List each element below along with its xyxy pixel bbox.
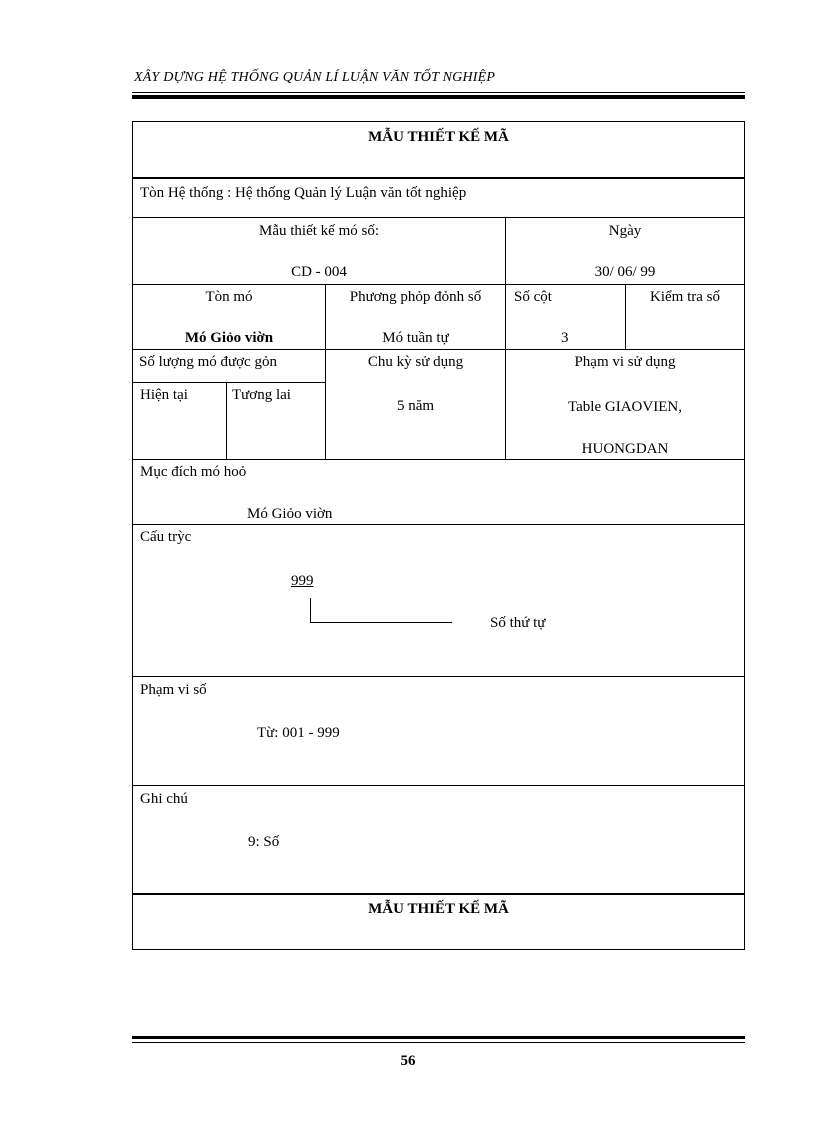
page-number: 56 [400, 1053, 416, 1069]
code-design-form [132, 121, 745, 950]
header-rule-thin [132, 92, 745, 93]
current-label: Hiện tại [140, 387, 188, 403]
range-value: Từ: 001 - 999 [257, 725, 340, 741]
columns-label: Số cột [514, 289, 552, 305]
divider [133, 284, 744, 285]
check-label: Kiểm tra số [650, 289, 720, 305]
divider [133, 893, 744, 895]
divider [133, 459, 744, 460]
divider [133, 349, 744, 350]
scope-label: Phạm vi sử dụng [574, 354, 676, 370]
divider [133, 382, 325, 383]
divider [133, 524, 744, 525]
divider [325, 284, 326, 459]
footer-rule-thin [132, 1042, 745, 1043]
design-no-label: Mẫu thiết kế mó số: [259, 223, 379, 239]
purpose-value: Mó Giỏo viờn [247, 506, 333, 522]
divider [226, 382, 227, 459]
note-value: 9: Số [248, 834, 280, 850]
footer-rule-thick [132, 1036, 745, 1039]
divider [133, 785, 744, 786]
footer-title: MẪU THIẾT KẾ MÃ [368, 901, 509, 917]
system-name: Tòn Hệ thống : Hệ thống Quản lý Luận văn tốt nghiệp [140, 185, 467, 201]
structure-label: Cấu trỳc [140, 529, 192, 545]
structure-connector [310, 598, 311, 622]
cycle-value: 5 năm [396, 398, 435, 414]
structure-description: Số thứ tự [490, 615, 546, 631]
date-label: Ngày [608, 223, 642, 239]
divider [133, 676, 744, 677]
divider [133, 217, 744, 218]
divider [505, 217, 506, 459]
scope-value-line2: HUONGDAN [581, 441, 669, 457]
date-value: 30/ 06/ 99 [594, 264, 656, 280]
cycle-label: Chu kỳ sử dụng [367, 354, 464, 370]
columns-value: 3 [561, 330, 569, 346]
method-label: Phương phỏp đỏnh số [349, 289, 482, 305]
scope-value-line1: Table GIAOVIEN, [568, 399, 682, 415]
future-label: Tương lai [232, 387, 291, 403]
note-label: Ghi chú [140, 791, 188, 807]
code-name-value: Mó Giỏo viờn [184, 330, 274, 346]
range-label: Phạm vi số [140, 682, 207, 698]
structure-code: 999 [291, 573, 314, 589]
method-value: Mó tuần tự [382, 330, 449, 346]
running-header: XÂY DỰNG HỆ THỐNG QUẢN LÍ LUẬN VĂN TỐT NGHIỆP [134, 70, 496, 85]
purpose-label: Mục đích mó hoỏ [140, 464, 247, 480]
design-no-value: CD - 004 [291, 264, 347, 280]
divider [133, 177, 744, 179]
structure-connector [310, 622, 452, 623]
quantity-label: Số lượng mó được gỏn [139, 354, 277, 370]
header-rule-thick [132, 95, 745, 99]
code-name-label: Tòn mó [205, 289, 253, 305]
form-title: MẪU THIẾT KẾ MÃ [368, 129, 509, 145]
